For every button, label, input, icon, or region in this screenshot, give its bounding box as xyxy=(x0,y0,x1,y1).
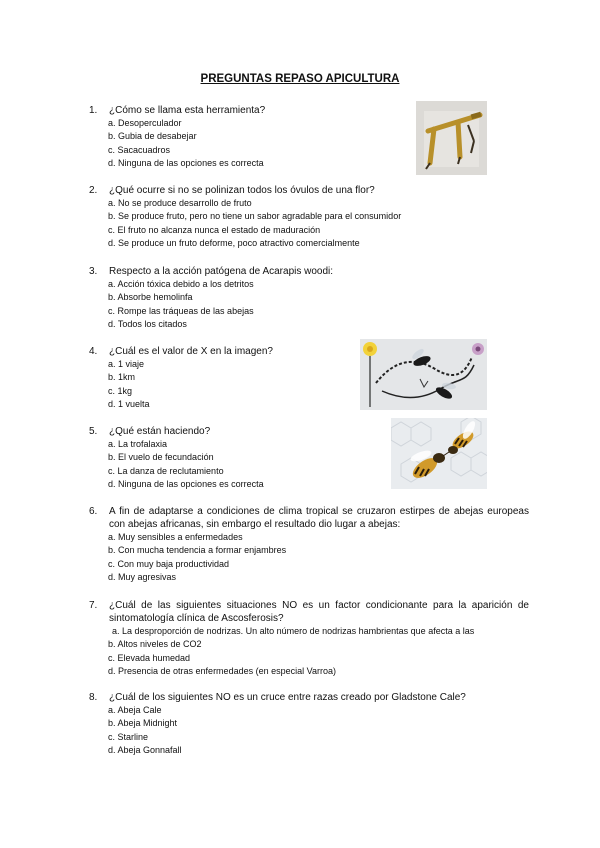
options-6 xyxy=(108,531,286,584)
question-number: 5. xyxy=(89,426,98,437)
option: c. Rompe las tráqueas de las abejas xyxy=(108,305,254,316)
option: a. La desproporción de nodrizas. Un alto número de nodrizas hambrientas que afecta a las xyxy=(112,626,475,636)
options-7 xyxy=(108,625,474,678)
option: a. Abeja Cale xyxy=(108,705,162,715)
option: d. Todos los citados xyxy=(108,318,187,329)
option: c. Sacacuadros xyxy=(108,144,171,155)
question-text: ¿Cuál de los siguientes NO es un cruce entre razas creado por Gladstone Cale? xyxy=(109,692,466,703)
question-6 xyxy=(89,505,529,531)
question-number: 7. xyxy=(89,600,98,611)
option: b. Gubia de desabejar xyxy=(108,131,197,142)
option: d. Abeja Gonnafall xyxy=(108,744,182,755)
question-text: ¿Cuál de las siguientes situaciones NO es un factor condicionante para la aparición de sintomatología clínica de Ascosferosis? xyxy=(109,600,529,624)
option: b. El vuelo de fecundación xyxy=(108,452,214,463)
option: b. 1km xyxy=(108,372,136,383)
option: b. Abeja Midnight xyxy=(108,718,178,729)
option: c. Elevada humedad xyxy=(108,652,191,663)
question-text: ¿Cómo se llama esta herramienta? xyxy=(109,105,266,116)
option: d. Muy agresivas xyxy=(108,571,177,582)
option: c. Starline xyxy=(108,731,149,742)
option: a. Muy sensibles a enfermedades xyxy=(108,532,243,542)
option: c. La danza de reclutamiento xyxy=(108,465,224,476)
options-1 xyxy=(108,117,264,170)
option: a. No se produce desarrollo de fruto xyxy=(108,198,252,208)
question-number: 2. xyxy=(89,185,98,196)
question-text: A fin de adaptarse a condiciones de clima tropical se cruzaron estirpes de abejas europeas con abejas africanas, sin embargo el resultado dio lugar a abejas: xyxy=(109,506,529,530)
option: d. Ninguna de las opciones es correcta xyxy=(108,478,264,489)
question-number: 1. xyxy=(89,105,98,116)
bees-trophallaxis-image xyxy=(391,418,487,489)
question-7 xyxy=(89,599,529,625)
option: a. Desoperculador xyxy=(108,118,182,128)
option: c. Con muy baja productividad xyxy=(108,558,230,569)
question-text: Respecto a la acción patógena de Acarapis woodi: xyxy=(109,266,334,277)
question-2 xyxy=(89,184,529,197)
question-number: 6. xyxy=(89,506,98,517)
option: a. Acción tóxica debido a los detritos xyxy=(108,279,254,289)
question-3 xyxy=(89,265,529,278)
option: d. 1 vuelta xyxy=(108,398,150,409)
question-number: 3. xyxy=(89,266,98,277)
option: b. Absorbe hemolinfa xyxy=(108,292,193,303)
option: b. Altos niveles de CO2 xyxy=(108,639,202,650)
options-4 xyxy=(108,358,150,411)
options-8 xyxy=(108,704,182,757)
page-title: PREGUNTAS REPASO APICULTURA xyxy=(200,73,400,85)
question-text: ¿Qué están haciendo? xyxy=(109,426,211,437)
option: b. Con mucha tendencia a formar enjambres xyxy=(108,545,287,556)
question-text: ¿Cuál es el valor de X en la imagen? xyxy=(109,346,273,357)
question-number: 8. xyxy=(89,692,98,703)
option: d. Presencia de otras enfermedades (en especial Varroa) xyxy=(108,665,336,676)
bee-foraging-flight-image xyxy=(360,339,487,410)
options-3 xyxy=(108,278,254,331)
option: d. Ninguna de las opciones es correcta xyxy=(108,157,264,168)
option: c. El fruto no alcanza nunca el estado de maduración xyxy=(108,224,321,235)
question-text: ¿Qué ocurre si no se polinizan todos los óvulos de una flor? xyxy=(109,185,375,196)
question-number: 4. xyxy=(89,346,98,357)
option: a. 1 viaje xyxy=(108,359,145,369)
option: a. La trofalaxia xyxy=(108,439,168,449)
question-8 xyxy=(89,691,529,704)
option: c. 1kg xyxy=(108,385,133,396)
hive-tool-image xyxy=(416,101,487,175)
options-5 xyxy=(108,438,264,491)
options-2 xyxy=(108,197,401,250)
option: d. Se produce un fruto deforme, poco atractivo comercialmente xyxy=(108,237,360,248)
option: b. Se produce fruto, pero no tiene un sabor agradable para el consumidor xyxy=(108,211,402,222)
